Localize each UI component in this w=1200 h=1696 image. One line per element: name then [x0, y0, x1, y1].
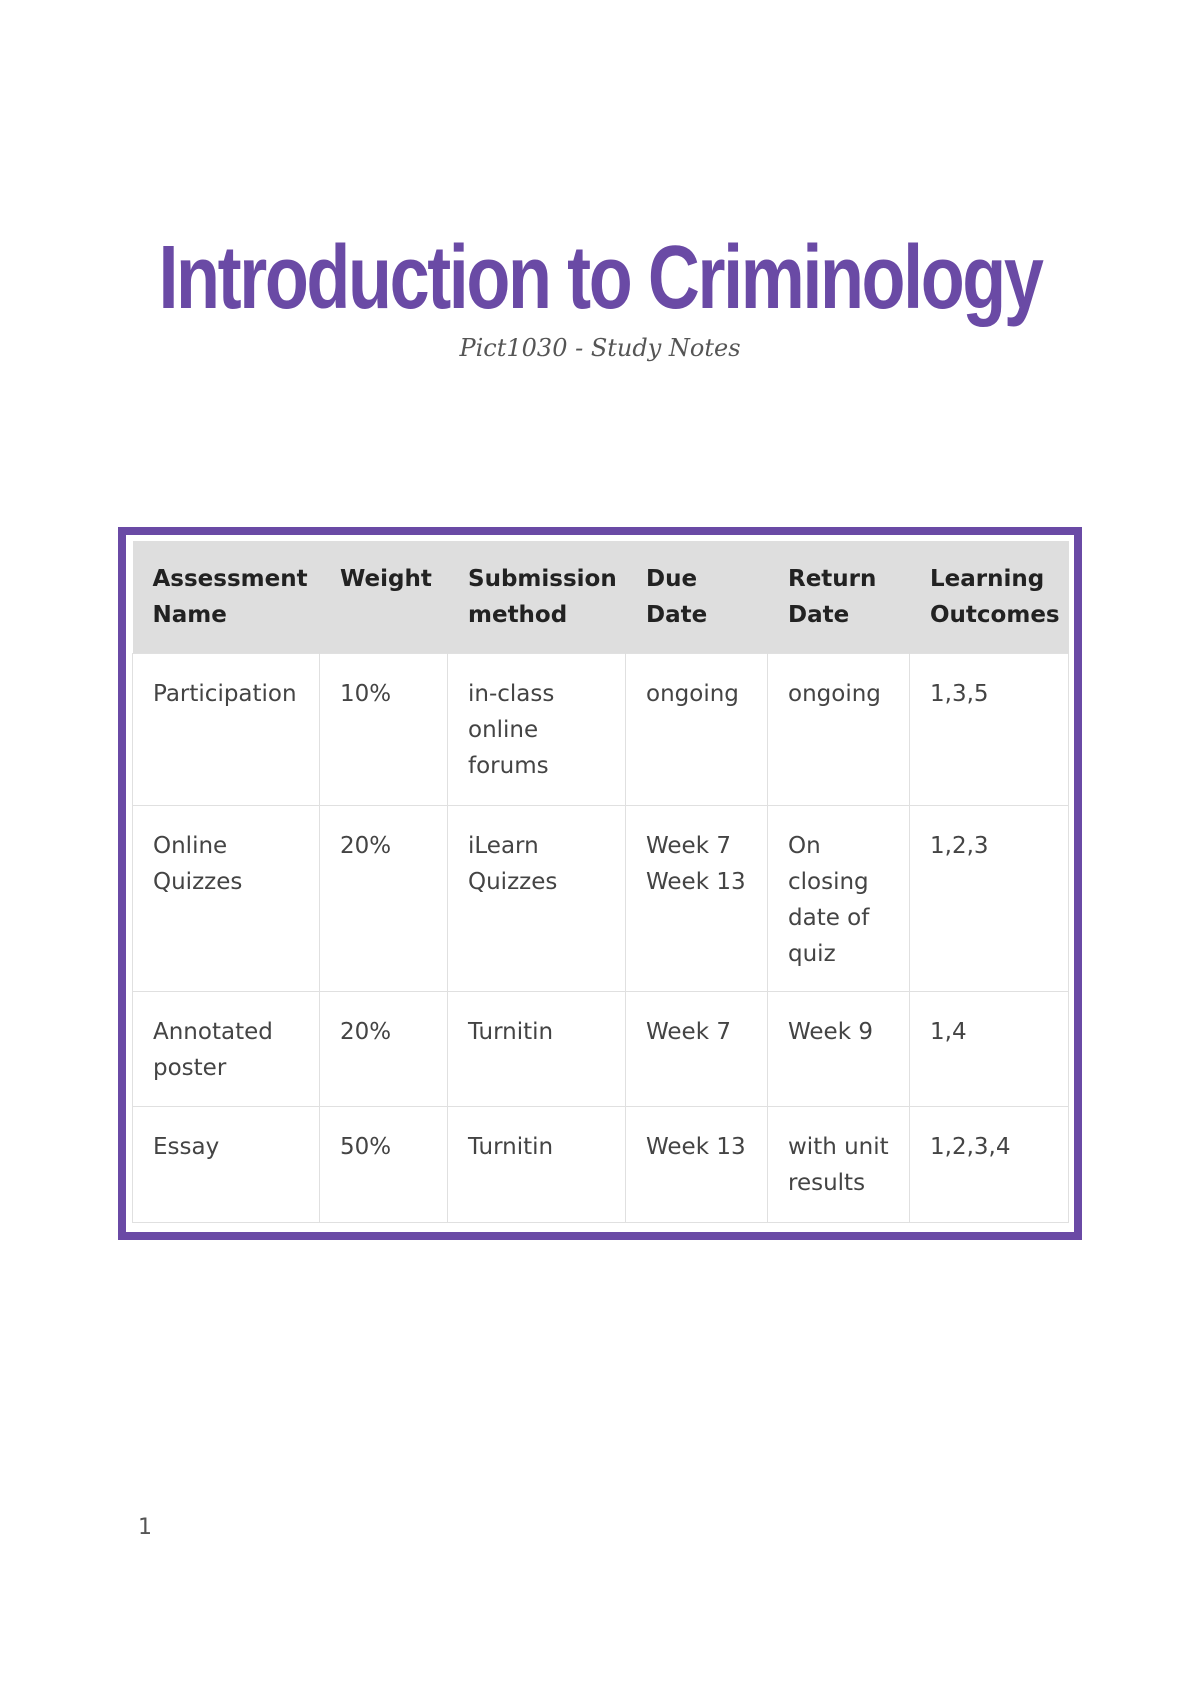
header-due-date: Due Date	[626, 541, 768, 654]
page-title: Introduction to Criminology	[158, 228, 1042, 328]
cell-due-date: Week 7	[626, 992, 768, 1107]
assessment-table-frame	[118, 527, 1082, 1240]
cell-learning-outcomes: 1,3,5	[910, 654, 1069, 806]
cell-assessment-name: Annotated poster	[133, 992, 320, 1107]
cell-submission-method: iLearn Quizzes	[448, 806, 626, 992]
cell-return-date: On closing date of quiz	[768, 806, 910, 992]
header-submission-method: Submission method	[448, 541, 626, 654]
cell-weight: 20%	[320, 992, 448, 1107]
cell-learning-outcomes: 1,2,3	[910, 806, 1069, 992]
cell-assessment-name: Participation	[133, 654, 320, 806]
cell-return-date: ongoing	[768, 654, 910, 806]
cell-return-date: with unit results	[768, 1107, 910, 1223]
table-header-row	[133, 541, 1069, 654]
cell-due-date: Week 13	[626, 1107, 768, 1223]
table-row	[133, 806, 1069, 992]
cell-due-date: ongoing	[626, 654, 768, 806]
header-return-date: Return Date	[768, 541, 910, 654]
cell-submission-method: Turnitin	[448, 992, 626, 1107]
cell-assessment-name: Essay	[133, 1107, 320, 1223]
cell-learning-outcomes: 1,2,3,4	[910, 1107, 1069, 1223]
cell-due-date: Week 7 Week 13	[626, 806, 768, 992]
cell-assessment-name: Online Quizzes	[133, 806, 320, 992]
header-assessment-name: Assessment Name	[133, 541, 320, 654]
table-row	[133, 1107, 1069, 1223]
cell-weight: 50%	[320, 1107, 448, 1223]
table-row	[133, 654, 1069, 806]
cell-return-date: Week 9	[768, 992, 910, 1107]
header-learning-outcomes: Learning Outcomes	[910, 541, 1069, 654]
cell-submission-method: in-class online forums	[448, 654, 626, 806]
header-weight: Weight	[320, 541, 448, 654]
cell-weight: 20%	[320, 806, 448, 992]
cell-submission-method: Turnitin	[448, 1107, 626, 1223]
cell-learning-outcomes: 1,4	[910, 992, 1069, 1107]
assessment-table	[132, 541, 1069, 1223]
page-number: 1	[138, 1515, 152, 1540]
table-row	[133, 992, 1069, 1107]
page-subtitle: Pict1030 - Study Notes	[459, 334, 741, 362]
cell-weight: 10%	[320, 654, 448, 806]
